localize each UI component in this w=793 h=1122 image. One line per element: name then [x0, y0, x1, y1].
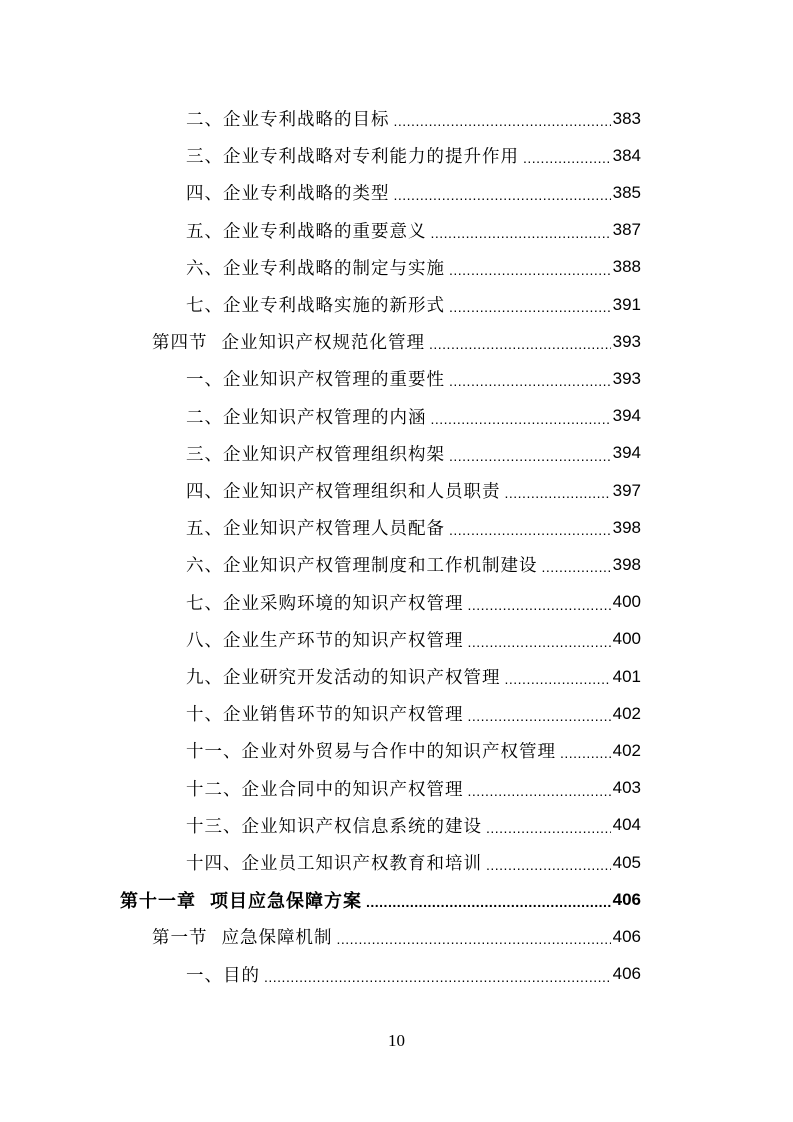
- toc-entry-title: [186, 366, 445, 391]
- toc-subsection-entry[interactable]: [186, 286, 641, 323]
- toc-leader-dots: [468, 709, 611, 732]
- toc-subsection-entry[interactable]: [186, 844, 641, 881]
- toc-leader-dots: [468, 598, 611, 621]
- toc-entry-title: [186, 627, 464, 652]
- toc-entry-text: 企业采购环境的知识产权管理: [223, 593, 464, 614]
- toc-leader-dots: [366, 895, 611, 918]
- toc-leader-dots: [449, 300, 611, 323]
- toc-entry-text: 企业知识产权规范化管理: [221, 333, 425, 354]
- toc-subsection-entry[interactable]: [186, 472, 641, 509]
- toc-entry-text: 企业专利战略的重要意义: [223, 221, 427, 242]
- toc-page-number: 397: [612, 480, 641, 500]
- toc-leader-dots: [394, 114, 611, 137]
- toc-entry-number: 六、: [186, 556, 223, 577]
- toc-entry-text: 企业对外贸易与合作中的知识产权管理: [241, 742, 556, 763]
- toc-page-number: 394: [612, 406, 641, 426]
- toc-entry-text: 企业知识产权管理的重要性: [223, 370, 445, 391]
- toc-entry-text: 企业专利战略的目标: [223, 110, 390, 130]
- toc-subsection-entry[interactable]: [186, 174, 641, 211]
- toc-subsection-entry[interactable]: [186, 956, 641, 993]
- toc-entry-title: [186, 180, 390, 205]
- toc-chapter-entry[interactable]: [120, 881, 641, 918]
- toc-subsection-entry[interactable]: [186, 435, 641, 472]
- toc-entry-title: [186, 255, 445, 280]
- toc-page-number: 402: [612, 740, 641, 760]
- toc-entry-text: 企业生产环节的知识产权管理: [223, 630, 464, 651]
- toc-entry-text: 企业专利战略的类型: [223, 184, 390, 205]
- toc-entry-number: 九、: [186, 668, 223, 688]
- toc-leader-dots: [449, 449, 611, 472]
- toc-entry-title: [186, 552, 538, 577]
- toc-entry-title: [186, 404, 427, 429]
- toc-leader-dots: [505, 672, 611, 695]
- toc-entry-number: 十三、: [186, 816, 242, 837]
- toc-subsection-entry[interactable]: [186, 212, 641, 249]
- toc-entry-text: 目的: [223, 965, 260, 986]
- toc-entry-number: 十四、: [186, 854, 242, 874]
- toc-entry-title: [186, 218, 427, 243]
- toc-subsection-entry[interactable]: [186, 658, 641, 695]
- toc-entry-text: 企业专利战略实施的新形式: [223, 296, 445, 316]
- toc-entry-number: 八、: [186, 630, 223, 651]
- toc-leader-dots: [264, 970, 611, 993]
- toc-entry-text: 企业知识产权管理人员配备: [223, 519, 445, 540]
- toc-entry-number: 十二、: [186, 779, 242, 800]
- toc-entry-number: 二、: [186, 407, 223, 428]
- toc-entry-title: [152, 924, 333, 949]
- toc-entry-number: 十一、: [186, 742, 242, 763]
- toc-page-number: 393: [612, 368, 641, 388]
- toc-page-number: 388: [612, 257, 641, 277]
- toc-entry-title: [186, 962, 260, 987]
- toc-subsection-entry[interactable]: [186, 398, 641, 435]
- toc-entry-title: [186, 292, 445, 317]
- toc-entry-number: 第十一章: [120, 890, 196, 912]
- toc-page-number: 401: [612, 666, 641, 686]
- toc-page-number: 405: [612, 852, 641, 872]
- toc-entry-text: 企业研究开发活动的知识产权管理: [223, 668, 501, 688]
- toc-entry-title: [186, 515, 445, 540]
- toc-page-number: 384: [612, 145, 641, 165]
- toc-subsection-entry[interactable]: [186, 546, 641, 583]
- toc-entry-title: [186, 106, 390, 131]
- toc-entry-text: 企业知识产权管理组织和人员职责: [223, 482, 501, 502]
- toc-subsection-entry[interactable]: [186, 807, 641, 844]
- toc-page-number: 406: [612, 926, 641, 946]
- toc-subsection-entry[interactable]: [186, 509, 641, 546]
- toc-page-number: 400: [612, 592, 641, 612]
- toc-subsection-entry[interactable]: [186, 695, 641, 732]
- toc-entry-title: [152, 329, 425, 354]
- toc-entry-title: [120, 887, 362, 913]
- toc-subsection-entry[interactable]: [186, 100, 641, 137]
- toc-leader-dots: [394, 188, 611, 211]
- toc-entry-number: 二、: [186, 110, 223, 130]
- toc-entry-title: [186, 441, 445, 466]
- toc-leader-dots: [468, 635, 611, 658]
- page-number: 10: [388, 1031, 405, 1050]
- toc-page-number: 406: [612, 964, 641, 984]
- toc-entry-title: [186, 143, 519, 168]
- toc-page-number: 400: [612, 629, 641, 649]
- toc-entry-text: 企业合同中的知识产权管理: [241, 779, 464, 800]
- toc-entry-number: 一、: [186, 965, 223, 986]
- toc-section-entry[interactable]: [152, 323, 641, 360]
- toc-entry-title: [186, 590, 464, 615]
- toc-leader-dots: [449, 263, 611, 286]
- toc-entry-number: 四、: [186, 482, 223, 502]
- toc-entry-number: 五、: [186, 519, 223, 540]
- toc-entry-text: 企业销售环节的知识产权管理: [223, 705, 464, 726]
- toc-page-number: 402: [612, 703, 641, 723]
- toc-leader-dots: [429, 337, 611, 360]
- toc-entry-number: 五、: [186, 221, 223, 242]
- toc-entry-number: 三、: [186, 444, 223, 465]
- toc-entry-text: 企业知识产权管理组织构架: [223, 444, 445, 465]
- toc-entry-number: 一、: [186, 370, 223, 391]
- toc-entry-text: 企业知识产权信息系统的建设: [241, 816, 482, 837]
- toc-subsection-entry[interactable]: [186, 584, 641, 621]
- toc-page-number: 391: [612, 294, 641, 314]
- toc-subsection-entry[interactable]: [186, 621, 641, 658]
- toc-entry-number: 第四节: [152, 333, 208, 354]
- toc-leader-dots: [337, 932, 611, 955]
- toc-section-entry[interactable]: [152, 918, 641, 955]
- toc-entry-number: 七、: [186, 593, 223, 614]
- toc-page-number: 385: [612, 182, 641, 202]
- toc-entry-text: 企业员工知识产权教育和培训: [241, 854, 482, 874]
- toc-page-number: 398: [612, 554, 641, 574]
- toc-entry-number: 十、: [186, 705, 223, 726]
- toc-leader-dots: [431, 412, 611, 435]
- toc-page-number: 398: [612, 517, 641, 537]
- toc-page-number: 406: [612, 889, 641, 909]
- toc-leader-dots: [505, 486, 611, 509]
- toc-leader-dots: [449, 523, 611, 546]
- toc-subsection-entry[interactable]: [186, 360, 641, 397]
- toc-entry-number: 六、: [186, 258, 223, 279]
- toc-entry-text: 企业知识产权管理制度和工作机制建设: [223, 556, 538, 577]
- toc-entry-title: [186, 478, 501, 503]
- toc-leader-dots: [449, 374, 611, 397]
- toc-leader-dots: [431, 226, 611, 249]
- toc-page-number: 404: [612, 815, 641, 835]
- toc-entry-number: 第一节: [152, 928, 208, 949]
- toc-entry-text: 企业专利战略的制定与实施: [223, 258, 445, 279]
- toc-leader-dots: [486, 858, 611, 881]
- toc-subsection-entry[interactable]: [186, 137, 641, 174]
- toc-leader-dots: [542, 560, 611, 583]
- toc-leader-dots: [523, 151, 611, 174]
- toc-entry-text: 项目应急保障方案: [210, 890, 362, 912]
- toc-page-number: 394: [612, 443, 641, 463]
- toc-entry-text: 企业专利战略对专利能力的提升作用: [223, 147, 519, 168]
- toc-leader-dots: [486, 821, 611, 844]
- toc-entry-number: 四、: [186, 184, 223, 205]
- toc-leader-dots: [560, 746, 611, 769]
- toc-page-number: 393: [612, 331, 641, 351]
- toc-entry-title: [186, 738, 556, 763]
- toc-entry-text: 应急保障机制: [221, 928, 333, 949]
- toc-entry-number: 七、: [186, 296, 223, 316]
- toc-entry-title: [186, 664, 501, 689]
- toc-subsection-entry[interactable]: [186, 249, 641, 286]
- toc-entry-title: [186, 850, 482, 875]
- toc-page-number: 403: [612, 778, 641, 798]
- toc-subsection-entry[interactable]: [186, 732, 641, 769]
- toc-entry-title: [186, 701, 464, 726]
- toc-entry-title: [186, 776, 464, 801]
- toc-entry-title: [186, 813, 482, 838]
- toc-page-number: 387: [612, 220, 641, 240]
- toc-page-number: 383: [612, 108, 641, 128]
- toc-entry-number: 三、: [186, 147, 223, 168]
- toc-leader-dots: [468, 784, 611, 807]
- toc-subsection-entry[interactable]: [186, 770, 641, 807]
- toc-entry-text: 企业知识产权管理的内涵: [223, 407, 427, 428]
